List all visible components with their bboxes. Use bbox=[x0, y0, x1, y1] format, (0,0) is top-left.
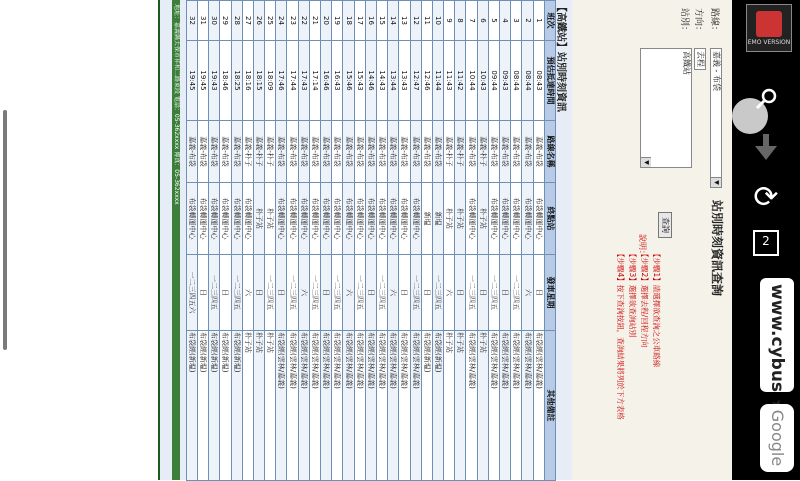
table-cell: 布袋經(新塭) bbox=[231, 331, 242, 481]
table-cell: 嘉義-布袋 bbox=[399, 121, 410, 183]
table-cell: 朴子站 bbox=[253, 331, 264, 481]
logo-mark-icon bbox=[756, 11, 782, 37]
table-cell: 日 bbox=[455, 255, 466, 331]
table-cell: 一二三四五 bbox=[488, 255, 499, 331]
table-cell: 布袋轉運中心 bbox=[500, 183, 511, 255]
table-cell: 08:43 bbox=[533, 41, 544, 121]
table-cell: 嘉義-布袋 bbox=[500, 121, 511, 183]
table-cell: 11:44 bbox=[432, 41, 443, 121]
stop-select-value: 高鐵站 bbox=[682, 51, 691, 75]
table-cell: 布袋轉運中心 bbox=[533, 183, 544, 255]
table-row bbox=[231, 1, 242, 481]
table-cell: 18:15 bbox=[253, 41, 264, 121]
table-cell: 10:43 bbox=[477, 41, 488, 121]
back-button[interactable] bbox=[732, 132, 800, 166]
table-cell: 六 bbox=[343, 255, 354, 331]
column-header: 其他備註 bbox=[544, 331, 555, 481]
table-cell: 10:44 bbox=[466, 41, 477, 121]
rotated-page-content bbox=[160, 0, 732, 480]
table-cell: 布袋經(雲林/嘉義) bbox=[500, 331, 511, 481]
table-row bbox=[309, 1, 320, 481]
table-cell: 六 bbox=[298, 255, 309, 331]
url-text bbox=[760, 278, 794, 398]
table-row bbox=[410, 1, 421, 481]
table-cell: 布袋轉運中心 bbox=[287, 183, 298, 255]
table-cell: 六 bbox=[242, 255, 253, 331]
table-cell: 18:25 bbox=[231, 41, 242, 121]
table-cell: 布袋經(雲林/嘉義) bbox=[488, 331, 499, 481]
table-cell: 布袋轉運中心 bbox=[377, 183, 388, 255]
table-cell: 朴子站 bbox=[444, 331, 455, 481]
arrow-down-icon bbox=[753, 132, 779, 162]
table-cell: 日 bbox=[253, 255, 264, 331]
table-cell: 新塭 bbox=[421, 183, 432, 255]
table-cell: 布袋經(雲林/嘉義) bbox=[388, 331, 399, 481]
table-cell: 布袋轉運中心 bbox=[309, 183, 320, 255]
table-cell: 一二三四五 bbox=[377, 255, 388, 331]
table-row bbox=[343, 1, 354, 481]
table-cell: 18 bbox=[343, 1, 354, 41]
table-cell: 嘉義-朴子 bbox=[477, 121, 488, 183]
table-cell: 嘉義-布袋 bbox=[276, 121, 287, 183]
table-cell: 嘉義-布袋 bbox=[466, 121, 477, 183]
table-row bbox=[399, 1, 410, 481]
timetable-section bbox=[160, 0, 572, 480]
table-cell: 5 bbox=[488, 1, 499, 41]
table-cell: 27 bbox=[242, 1, 253, 41]
table-cell: 嘉義-布袋 bbox=[287, 121, 298, 183]
table-row bbox=[354, 1, 365, 481]
table-cell: 朴子站 bbox=[242, 331, 253, 481]
table-cell: 日 bbox=[198, 255, 209, 331]
table-cell: 布袋經(新塭) bbox=[198, 331, 209, 481]
table-cell: 布袋轉運中心 bbox=[321, 183, 332, 255]
footer-bar: 地址：嘉義縣太保市祥和二路東段 電話：05-362xxxx 傳真：05-362xxxx bbox=[172, 0, 180, 480]
table-cell: 一二三四五 bbox=[432, 255, 443, 331]
table-row bbox=[522, 1, 533, 481]
table-cell: 日 bbox=[399, 255, 410, 331]
table-row bbox=[511, 1, 522, 481]
table-cell: 嘉義-布袋 bbox=[343, 121, 354, 183]
table-cell: 15 bbox=[377, 1, 388, 41]
direction-select-value: 去程 bbox=[696, 51, 705, 67]
table-cell: 日 bbox=[533, 255, 544, 331]
table-row bbox=[377, 1, 388, 481]
table-cell: 嘉義-布袋 bbox=[522, 121, 533, 183]
table-cell: 30 bbox=[209, 1, 220, 41]
table-cell: 布袋轉運中心 bbox=[410, 183, 421, 255]
table-cell: 新塭 bbox=[432, 183, 443, 255]
table-cell: 嘉義-布袋 bbox=[365, 121, 376, 183]
table-cell: 11:42 bbox=[455, 41, 466, 121]
stop-label: 站別： bbox=[679, 8, 689, 36]
column-header: 預估抵達時間 bbox=[544, 41, 555, 121]
table-cell: 一二三四五 bbox=[209, 255, 220, 331]
table-cell: 布袋轉運中心 bbox=[231, 183, 242, 255]
table-cell: 朴子站 bbox=[477, 331, 488, 481]
table-cell: 布袋轉運中心 bbox=[488, 183, 499, 255]
help-title: 說明： bbox=[638, 234, 647, 258]
table-cell: 六 bbox=[522, 255, 533, 331]
table-cell: 布袋經(雲林/嘉義) bbox=[511, 331, 522, 481]
table-cell: 布袋轉運中心 bbox=[354, 183, 365, 255]
table-cell: 布袋轉運中心 bbox=[466, 183, 477, 255]
table-cell: 7 bbox=[466, 1, 477, 41]
table-row bbox=[388, 1, 399, 481]
table-cell: 17:14 bbox=[309, 41, 320, 121]
table-cell: 15:43 bbox=[354, 41, 365, 121]
table-row bbox=[265, 1, 276, 481]
table-cell: 嘉義-布袋 bbox=[388, 121, 399, 183]
table-cell: 18:09 bbox=[265, 41, 276, 121]
table-cell: 嘉義-朴子 bbox=[242, 121, 253, 183]
table-cell: 朴子站 bbox=[444, 183, 455, 255]
table-cell: 16 bbox=[365, 1, 376, 41]
direction-select[interactable] bbox=[694, 48, 706, 70]
web-page-viewport bbox=[160, 0, 732, 480]
table-cell: 21 bbox=[309, 1, 320, 41]
table-cell: 布袋經(雲林/嘉義) bbox=[410, 331, 421, 481]
table-row bbox=[533, 1, 544, 481]
table-cell: 布袋經(雲林/嘉義) bbox=[466, 331, 477, 481]
help-step-1: 【步驟1】請選擇欲查詢之公車路線 bbox=[652, 250, 661, 368]
table-cell: 19:45 bbox=[186, 41, 197, 121]
table-cell: 20 bbox=[321, 1, 332, 41]
query-button[interactable]: 查詢 bbox=[658, 212, 672, 238]
table-cell: 嘉義-布袋 bbox=[354, 121, 365, 183]
table-cell: 布袋經(新塭) bbox=[432, 331, 443, 481]
table-cell: 布袋轉運中心 bbox=[388, 183, 399, 255]
column-header: 終點站 bbox=[544, 183, 555, 255]
table-cell: 嘉義-布袋 bbox=[533, 121, 544, 183]
table-cell: 布袋經(雲林/嘉義) bbox=[522, 331, 533, 481]
table-cell: 一二三四五 bbox=[309, 255, 320, 331]
table-cell: 一二三四五 bbox=[231, 255, 242, 331]
page-title: 站別時刻資訊查詢 bbox=[710, 200, 724, 297]
table-cell: 布袋經(雲林/嘉義) bbox=[287, 331, 298, 481]
table-cell: 1 bbox=[533, 1, 544, 41]
table-cell: 布袋轉運中心 bbox=[343, 183, 354, 255]
table-cell: 一二三四五 bbox=[511, 255, 522, 331]
column-header: 發車星期 bbox=[544, 255, 555, 331]
table-row bbox=[432, 1, 443, 481]
table-cell: 嘉義-朴子 bbox=[253, 121, 264, 183]
table-cell: 17:46 bbox=[276, 41, 287, 121]
table-cell: 14 bbox=[388, 1, 399, 41]
table-cell: 布袋經(新塭) bbox=[421, 331, 432, 481]
left-margin bbox=[0, 0, 160, 480]
table-cell: 布袋經(雲林/嘉義) bbox=[321, 331, 332, 481]
table-cell: 布袋經(雲林/嘉義) bbox=[332, 331, 343, 481]
table-cell: 14:46 bbox=[365, 41, 376, 121]
table-row bbox=[466, 1, 477, 481]
table-cell: 布袋轉運中心 bbox=[298, 183, 309, 255]
help-step-4: 【步驟4】按下查詢按鈕，查詢結果將列於下方表格 bbox=[616, 250, 625, 420]
table-row bbox=[298, 1, 309, 481]
table-cell: 09:44 bbox=[488, 41, 499, 121]
table-row bbox=[321, 1, 332, 481]
table-cell: 18:46 bbox=[220, 41, 231, 121]
table-cell: 14:43 bbox=[377, 41, 388, 121]
tabs-button[interactable] bbox=[732, 230, 800, 256]
table-cell: 2 bbox=[522, 1, 533, 41]
table-cell: 布袋經(雲林/嘉義) bbox=[276, 331, 287, 481]
table-cell: 19 bbox=[332, 1, 343, 41]
table-header-row bbox=[544, 1, 555, 481]
table-cell: 17:43 bbox=[298, 41, 309, 121]
table-cell: 嘉義-布袋 bbox=[220, 121, 231, 183]
table-cell: 嘉義-布袋 bbox=[309, 121, 320, 183]
table-cell: 嘉義-布袋 bbox=[231, 121, 242, 183]
refresh-button[interactable] bbox=[732, 178, 800, 218]
table-cell: 嘉義-朴子 bbox=[265, 121, 276, 183]
table-cell: 3 bbox=[511, 1, 522, 41]
table-cell: 嘉義-布袋 bbox=[209, 121, 220, 183]
table-cell: 13 bbox=[399, 1, 410, 41]
table-cell: 布袋轉運中心 bbox=[242, 183, 253, 255]
google-label: Google bbox=[768, 409, 787, 467]
tabs-count: 2 bbox=[762, 234, 770, 248]
table-cell: 一二三四五 bbox=[265, 255, 276, 331]
table-row bbox=[500, 1, 511, 481]
table-cell: 布袋經(雲林/嘉義) bbox=[399, 331, 410, 481]
table-cell: 一二三四五六 bbox=[186, 255, 197, 331]
route-label: 路線： bbox=[709, 8, 719, 36]
table-cell: 25 bbox=[265, 1, 276, 41]
table-cell: 布袋轉運中心 bbox=[198, 183, 209, 255]
left-scrollbar[interactable] bbox=[3, 110, 7, 350]
table-row bbox=[242, 1, 253, 481]
table-cell: 嘉義-朴子 bbox=[455, 121, 466, 183]
table-row bbox=[220, 1, 231, 481]
page-horizontal-scrollbar[interactable] bbox=[168, 0, 172, 480]
table-cell: 朴子站 bbox=[455, 183, 466, 255]
table-cell: 嘉義-布袋 bbox=[332, 121, 343, 183]
table-row bbox=[488, 1, 499, 481]
table-cell: 布袋轉運中心 bbox=[332, 183, 343, 255]
google-search-button[interactable] bbox=[760, 404, 794, 472]
table-cell: 布袋轉運中心 bbox=[522, 183, 533, 255]
table-cell: 11:43 bbox=[444, 41, 455, 121]
table-cell: 4 bbox=[500, 1, 511, 41]
table-cell: 布袋經(雲林/嘉義) bbox=[533, 331, 544, 481]
table-cell: 布袋轉運中心 bbox=[220, 183, 231, 255]
timetable-body bbox=[186, 1, 544, 481]
table-row bbox=[477, 1, 488, 481]
table-cell: 布袋經(雲林/嘉義) bbox=[309, 331, 320, 481]
refresh-icon: ⟳ bbox=[753, 180, 779, 215]
table-cell: 8 bbox=[455, 1, 466, 41]
table-cell: 朴子站 bbox=[477, 183, 488, 255]
table-cell: 17:44 bbox=[287, 41, 298, 121]
table-cell: 32 bbox=[186, 1, 197, 41]
route-select[interactable] bbox=[710, 48, 722, 188]
table-cell: 朴子站 bbox=[265, 183, 276, 255]
table-cell: 布袋經(雲林/嘉義) bbox=[354, 331, 365, 481]
table-cell: 22 bbox=[298, 1, 309, 41]
table-cell: 嘉義-布袋 bbox=[186, 121, 197, 183]
table-cell: 六 bbox=[444, 255, 455, 331]
table-cell: 日 bbox=[276, 255, 287, 331]
column-header: 路線名稱 bbox=[544, 121, 555, 183]
table-row bbox=[186, 1, 197, 481]
table-cell: 16:43 bbox=[332, 41, 343, 121]
table-cell: 一二三四五 bbox=[332, 255, 343, 331]
table-cell: 29 bbox=[220, 1, 231, 41]
table-cell: 嘉義-朴子 bbox=[444, 121, 455, 183]
table-cell: 嘉義-布袋 bbox=[377, 121, 388, 183]
table-cell: 28 bbox=[231, 1, 242, 41]
scrollbar-track bbox=[157, 0, 161, 480]
table-cell: 布袋經(雲林/嘉義) bbox=[298, 331, 309, 481]
table-cell: 6 bbox=[477, 1, 488, 41]
table-cell: 嘉義-布袋 bbox=[511, 121, 522, 183]
magnifier-menu-icon bbox=[751, 86, 781, 116]
table-cell: 嘉義-布袋 bbox=[432, 121, 443, 183]
table-cell: 嘉義-布袋 bbox=[410, 121, 421, 183]
table-row bbox=[332, 1, 343, 481]
help-step-2: 【步驟2】選擇去程/回程方向 bbox=[640, 250, 649, 348]
table-cell: 布袋經(雲林/嘉義) bbox=[377, 331, 388, 481]
table-cell: 18:16 bbox=[242, 41, 253, 121]
table-cell: 日 bbox=[477, 255, 488, 331]
table-cell: 布袋經(雲林/嘉義) bbox=[343, 331, 354, 481]
table-cell: 朴子站 bbox=[253, 183, 264, 255]
table-row bbox=[209, 1, 220, 481]
table-row bbox=[444, 1, 455, 481]
url-bar[interactable] bbox=[760, 278, 794, 392]
table-cell: 布袋經(新塭) bbox=[220, 331, 231, 481]
table-cell: 10 bbox=[432, 1, 443, 41]
chevron-down-icon: ▼ bbox=[641, 157, 651, 167]
table-cell: 布袋轉運中心 bbox=[186, 183, 197, 255]
table-row bbox=[198, 1, 209, 481]
table-cell: 嘉義-布袋 bbox=[321, 121, 332, 183]
table-cell: 日 bbox=[220, 255, 231, 331]
table-row bbox=[365, 1, 376, 481]
chevron-down-icon: ▼ bbox=[711, 177, 721, 187]
table-cell: 一二三四五 bbox=[410, 255, 421, 331]
table-cell: 31 bbox=[198, 1, 209, 41]
menu-button[interactable] bbox=[732, 86, 800, 120]
table-cell: 嘉義-布袋 bbox=[488, 121, 499, 183]
table-cell: 布袋轉運中心 bbox=[399, 183, 410, 255]
table-cell: 布袋轉運中心 bbox=[209, 183, 220, 255]
table-cell: 17 bbox=[354, 1, 365, 41]
table-cell: 24 bbox=[276, 1, 287, 41]
table-cell: 布袋經(新塭) bbox=[209, 331, 220, 481]
table-cell: 一二三四五 bbox=[287, 255, 298, 331]
table-cell: 08:44 bbox=[522, 41, 533, 121]
table-cell: 12 bbox=[410, 1, 421, 41]
table-cell: 19:45 bbox=[198, 41, 209, 121]
table-cell: 布袋轉運中心 bbox=[276, 183, 287, 255]
table-cell: 日 bbox=[421, 255, 432, 331]
table-cell: 19:43 bbox=[209, 41, 220, 121]
table-cell: 日 bbox=[500, 255, 511, 331]
table-row bbox=[253, 1, 264, 481]
table-cell: 布袋經(新塭) bbox=[186, 331, 197, 481]
table-cell: 9 bbox=[444, 1, 455, 41]
table-cell: 一二三四五 bbox=[354, 255, 365, 331]
route-select-value: 嘉義 - 布袋 bbox=[712, 51, 721, 91]
table-cell: 嘉義-布袋 bbox=[421, 121, 432, 183]
table-cell: 13:44 bbox=[388, 41, 399, 121]
table-cell: 日 bbox=[321, 255, 332, 331]
table-title: 【高鐵站】站別時刻資訊 bbox=[555, 2, 566, 112]
table-cell: 嘉義-布袋 bbox=[298, 121, 309, 183]
direction-label: 方向： bbox=[693, 8, 703, 36]
table-cell: 六 bbox=[388, 255, 399, 331]
table-cell: 11 bbox=[421, 1, 432, 41]
table-cell: 日 bbox=[365, 255, 376, 331]
table-cell: 15:46 bbox=[343, 41, 354, 121]
table-cell: 23 bbox=[287, 1, 298, 41]
url-value: www.cybus bbox=[767, 284, 787, 393]
table-cell: 08:44 bbox=[511, 41, 522, 121]
table-cell: 16:46 bbox=[321, 41, 332, 121]
table-row bbox=[287, 1, 298, 481]
table-cell: 嘉義-布袋 bbox=[198, 121, 209, 183]
tabs-icon bbox=[753, 230, 779, 256]
query-form bbox=[572, 0, 732, 480]
table-cell: 12:46 bbox=[421, 41, 432, 121]
emo-logo bbox=[746, 4, 792, 52]
help-step-3: 【步驟3】選擇欲查詢站別 bbox=[628, 250, 637, 338]
table-cell: 26 bbox=[253, 1, 264, 41]
table-cell: 布袋轉運中心 bbox=[511, 183, 522, 255]
table-cell: 布袋轉運中心 bbox=[365, 183, 376, 255]
logo-text: EMO VERSION bbox=[747, 39, 791, 46]
table-cell: 布袋經(雲林/嘉義) bbox=[365, 331, 376, 481]
stop-select[interactable] bbox=[640, 48, 692, 168]
table-cell: 一二三四五 bbox=[466, 255, 477, 331]
timetable bbox=[186, 0, 556, 481]
table-row bbox=[421, 1, 432, 481]
table-cell: 13:43 bbox=[399, 41, 410, 121]
table-cell: 09:43 bbox=[500, 41, 511, 121]
table-row bbox=[276, 1, 287, 481]
table-cell: 12:47 bbox=[410, 41, 421, 121]
table-row bbox=[455, 1, 466, 481]
table-cell: 朴子站 bbox=[265, 331, 276, 481]
table-cell: 朴子站 bbox=[455, 331, 466, 481]
column-header: 班次 bbox=[544, 1, 555, 41]
